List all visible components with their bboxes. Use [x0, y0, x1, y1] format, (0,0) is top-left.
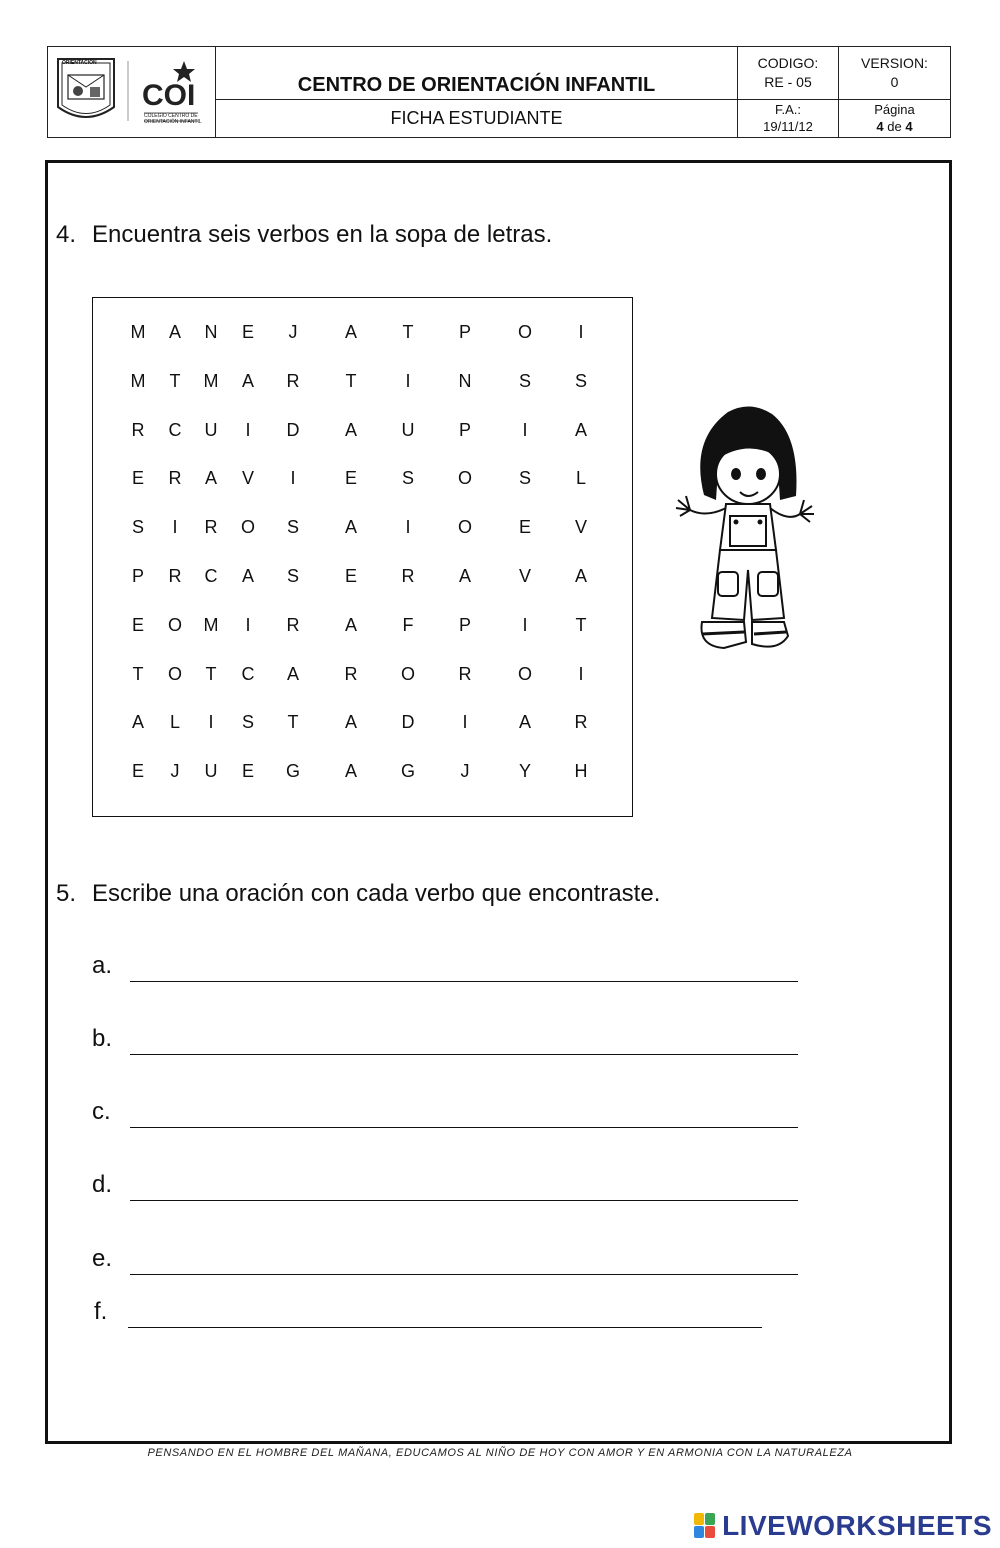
word-search-letter[interactable]: S [286, 566, 299, 586]
word-search-letter[interactable]: U [401, 419, 415, 440]
word-search-row [93, 664, 632, 694]
question-4 [56, 221, 552, 249]
word-search-letter[interactable]: R [168, 468, 182, 489]
answer-line-d[interactable] [92, 1171, 802, 1201]
answer-label: f. [94, 1298, 108, 1325]
word-search-letter[interactable]: T [169, 370, 181, 391]
word-search-letter[interactable]: I [405, 370, 411, 391]
word-search-letter[interactable]: I [208, 712, 214, 733]
word-search-letter[interactable]: A [286, 663, 299, 684]
word-search-row [93, 468, 632, 498]
word-search-letter[interactable]: P [131, 566, 144, 586]
version-cell [839, 47, 950, 100]
word-search-letter[interactable]: R [131, 419, 145, 440]
word-search-row [93, 615, 632, 645]
writing-line[interactable] [130, 981, 798, 982]
word-search-letter[interactable]: I [578, 322, 584, 342]
word-search-letter[interactable]: M [203, 370, 219, 391]
answer-label: a. [92, 952, 113, 979]
word-search-letter[interactable]: O [240, 517, 255, 538]
word-search-letter[interactable]: F [402, 614, 414, 635]
word-search-letter[interactable]: V [241, 468, 254, 489]
word-search-letter[interactable]: T [402, 322, 414, 342]
fa-label: F.A.: [774, 102, 801, 117]
word-search-letter[interactable]: Y [518, 761, 531, 782]
word-search-letter[interactable]: T [575, 614, 587, 635]
word-search-letter[interactable]: P [458, 419, 471, 440]
word-search-letter[interactable]: I [245, 419, 251, 440]
word-search-letter[interactable]: S [286, 517, 299, 538]
version-label: VERSION: [861, 55, 928, 71]
word-search-letter[interactable]: R [458, 663, 472, 684]
answer-label: b. [92, 1025, 113, 1052]
word-search-letter[interactable]: U [204, 761, 218, 782]
word-search-letter[interactable]: E [241, 322, 254, 342]
writing-line[interactable] [130, 1274, 798, 1275]
word-search-letter[interactable]: E [344, 566, 357, 586]
word-search-letter[interactable]: O [517, 322, 532, 342]
word-search-row [93, 322, 632, 352]
liveworksheets-text: LIVEWORKSHEETS [722, 1510, 992, 1541]
word-search-letter[interactable]: T [345, 370, 357, 391]
word-search-letter[interactable]: A [131, 712, 144, 733]
word-search-letter[interactable]: R [344, 663, 358, 684]
word-search-letter[interactable]: J [288, 322, 298, 342]
answer-line-b[interactable] [92, 1025, 802, 1055]
logo-area [48, 47, 216, 137]
word-search-letter[interactable]: R [168, 566, 182, 586]
answer-label: c. [92, 1098, 111, 1125]
fa-cell [738, 100, 839, 137]
word-search-grid [92, 297, 633, 817]
word-search-letter[interactable]: S [131, 517, 144, 538]
word-search-letter[interactable]: A [241, 566, 254, 586]
word-search-letter[interactable]: I [462, 712, 468, 733]
word-search-letter[interactable]: S [518, 370, 531, 391]
document-subtitle: FICHA ESTUDIANTE [216, 100, 738, 137]
word-search-letter[interactable]: E [344, 468, 357, 489]
liveworksheets-brand[interactable] [694, 1510, 992, 1542]
word-search-letter[interactable]: S [574, 370, 587, 391]
page-cell [839, 100, 950, 137]
answer-line-c[interactable] [92, 1098, 802, 1128]
word-search-letter[interactable]: R [286, 614, 300, 635]
word-search-letter[interactable]: A [204, 468, 217, 489]
word-search-letter[interactable]: V [518, 566, 531, 586]
word-search-letter[interactable]: E [131, 761, 144, 782]
answer-label: d. [92, 1171, 113, 1198]
word-search-letter[interactable]: T [287, 712, 299, 733]
word-search-letter[interactable]: I [522, 614, 528, 635]
document-header [47, 46, 951, 138]
word-search-letter[interactable]: A [518, 712, 531, 733]
word-search-letter[interactable]: C [241, 663, 255, 684]
word-search-letter[interactable]: M [203, 614, 219, 635]
word-search-letter[interactable]: O [167, 663, 182, 684]
word-search-letter[interactable]: I [522, 419, 528, 440]
word-search-letter[interactable]: J [460, 761, 470, 782]
writing-line[interactable] [130, 1054, 798, 1055]
word-search-letter[interactable]: D [286, 419, 300, 440]
version-value: 0 [890, 74, 899, 90]
word-search-letter[interactable]: T [205, 663, 217, 684]
word-search-letter[interactable]: J [170, 761, 180, 782]
code-value: RE - 05 [764, 74, 812, 90]
word-search-letter[interactable]: M [130, 370, 146, 391]
page-number [839, 118, 950, 135]
word-search-letter[interactable]: L [169, 712, 180, 733]
word-search-letter[interactable]: P [458, 614, 471, 635]
word-search-letter[interactable]: N [204, 322, 218, 342]
code-cell [738, 47, 839, 100]
word-search-row [93, 761, 632, 791]
word-search-letter[interactable]: M [130, 322, 146, 342]
fa-value: 19/11/12 [763, 119, 813, 134]
word-search-letter[interactable]: A [241, 370, 254, 391]
word-search-letter[interactable]: V [574, 517, 587, 538]
word-search-letter[interactable]: T [132, 663, 144, 684]
word-search-letter[interactable]: S [241, 712, 254, 733]
word-search-letter[interactable]: U [204, 419, 218, 440]
word-search-letter[interactable]: O [400, 663, 415, 684]
word-search-letter[interactable]: I [172, 517, 178, 538]
word-search-letter[interactable]: O [167, 614, 182, 635]
word-search-letter[interactable]: A [458, 566, 471, 586]
word-search-letter[interactable]: R [286, 370, 300, 391]
word-search-letter[interactable]: P [458, 322, 471, 342]
word-search-letter[interactable]: I [290, 468, 296, 489]
word-search-letter[interactable]: O [457, 468, 472, 489]
brand-sub-line1: COLEGIO CENTRO DE [144, 113, 198, 119]
word-search-letter[interactable]: S [518, 468, 531, 489]
question-5 [56, 880, 660, 908]
word-search-letter[interactable]: A [344, 419, 357, 440]
word-search-letter[interactable]: C [204, 566, 218, 586]
answer-line-a[interactable] [92, 952, 802, 982]
word-search-row [93, 517, 632, 547]
word-search-row [93, 371, 632, 401]
word-search-row [93, 712, 632, 742]
word-search-letter[interactable]: R [574, 712, 588, 733]
word-search-row [93, 566, 632, 596]
word-search-letter[interactable]: A [574, 566, 587, 586]
word-search-letter[interactable]: I [578, 663, 584, 684]
brand-logo-text: COI [142, 79, 196, 112]
liveworksheets-logo-icon [694, 1513, 716, 1539]
footer-motto: PENSANDO EN EL HOMBRE DEL MAÑANA, EDUCAMOS AL NIÑO DE HOY CON AMOR Y EN ARMONIA CON LA NATURALEZA [147, 1447, 853, 1459]
page-of: de [887, 119, 902, 134]
word-search-letter[interactable]: N [458, 370, 472, 391]
page-total: 4 [905, 119, 913, 134]
code-label: CODIGO: [757, 55, 819, 71]
word-search-letter[interactable]: O [517, 663, 532, 684]
question-4-number: 4. [56, 221, 77, 248]
document-title: CENTRO DE ORIENTACIÓN INFANTIL [216, 47, 738, 100]
word-search-letter[interactable]: G [400, 761, 415, 782]
question-5-text: Escribe una oración con cada verbo que encontraste. [92, 880, 661, 907]
word-search-letter[interactable]: O [457, 517, 472, 538]
word-search-letter[interactable]: C [168, 419, 182, 440]
question-5-number: 5. [56, 880, 77, 907]
writing-line[interactable] [128, 1327, 762, 1328]
word-search-letter[interactable]: A [344, 614, 357, 635]
word-search-letter[interactable]: I [245, 614, 251, 635]
page-current: 4 [876, 119, 884, 134]
seal-top-text: ORIENTACIÓN [62, 60, 97, 66]
word-search-letter[interactable]: A [344, 761, 357, 782]
word-search-letter[interactable]: A [344, 712, 357, 733]
word-search-letter[interactable]: E [518, 517, 531, 538]
writing-line[interactable] [130, 1200, 798, 1201]
girl-illustration-icon [668, 400, 818, 665]
brand-sub-line2: ORIENTACIÓN INFANTIL [144, 119, 202, 125]
word-search-letter[interactable]: I [405, 517, 411, 538]
word-search-letter[interactable]: D [401, 712, 415, 733]
word-search-letter[interactable]: E [131, 614, 144, 635]
word-search-letter[interactable]: E [131, 468, 144, 489]
word-search-letter[interactable]: G [285, 761, 300, 782]
question-4-text: Encuentra seis verbos en la sopa de letras. [92, 221, 553, 248]
word-search-letter[interactable]: E [241, 761, 254, 782]
word-search-letter[interactable]: S [401, 468, 414, 489]
word-search-letter[interactable]: L [575, 468, 586, 489]
word-search-letter[interactable]: A [168, 322, 181, 342]
word-search-letter[interactable]: A [574, 419, 587, 440]
word-search-letter[interactable]: R [204, 517, 218, 538]
answer-line-f[interactable] [92, 1298, 772, 1328]
page-label: Página [874, 102, 915, 117]
word-search-letter[interactable]: A [344, 517, 357, 538]
word-search-letter[interactable]: A [344, 322, 357, 342]
answer-label: e. [92, 1245, 113, 1272]
writing-line[interactable] [130, 1127, 798, 1128]
answer-line-e[interactable] [92, 1245, 802, 1275]
word-search-letter[interactable]: R [401, 566, 415, 586]
word-search-row [93, 420, 632, 450]
word-search-letter[interactable]: H [574, 761, 588, 782]
